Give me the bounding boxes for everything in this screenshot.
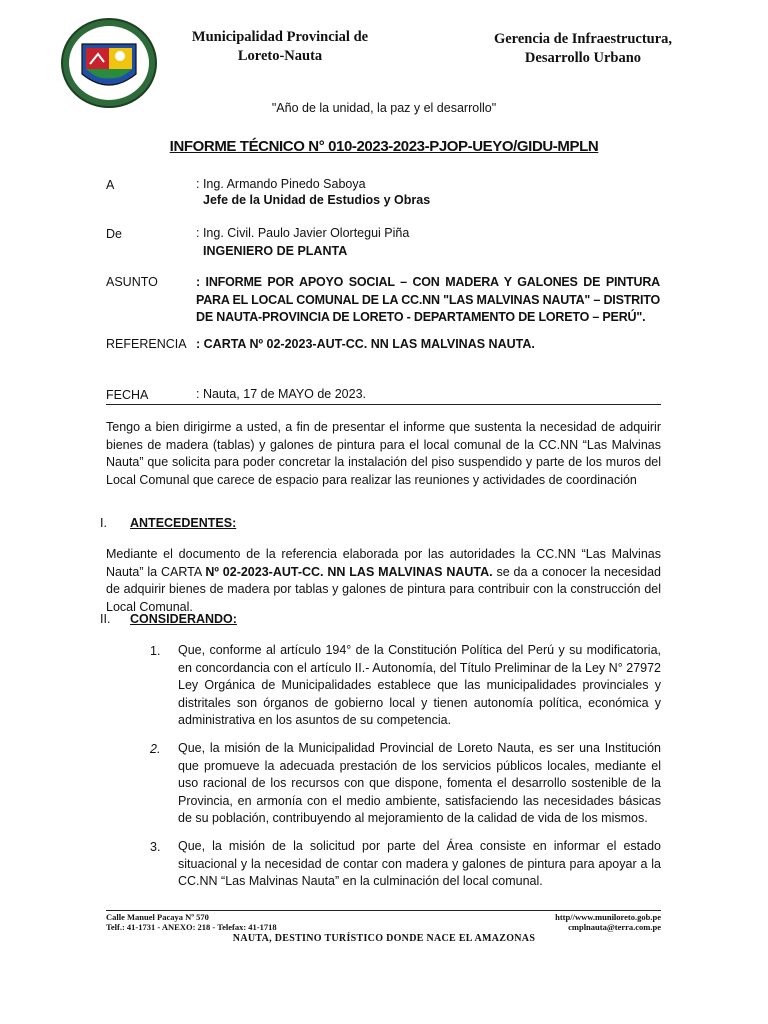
item-text: Que, la misión de la solicitud por parte del Área consiste en informar el estado situacional y la necesidad de contar con madera y galones de pintura para apoyar a la CC.NN “Las Malvinas Nauta” en la culminación del local comunal. bbox=[178, 839, 661, 888]
section1-text-a: Mediante el documento de la referencia elaborada por las autoridades la CC.NN “Las Malvinas Nauta” la CARTA bbox=[106, 547, 661, 579]
field-de-value: : Ing. Civil. Paulo Javier Olortegui Piña bbox=[196, 226, 410, 240]
section2-title: CONSIDERANDO: bbox=[130, 612, 237, 626]
municipal-seal-logo bbox=[60, 14, 158, 112]
field-de-label: De bbox=[106, 227, 122, 241]
section1-number: I. bbox=[100, 516, 107, 530]
field-a-label: A bbox=[106, 178, 115, 192]
field-referencia-label: REFERENCIA bbox=[106, 337, 187, 351]
section2-number: II. bbox=[100, 612, 111, 626]
header-department-line1: Gerencia de Infraestructura, bbox=[493, 31, 673, 47]
section1-paragraph bbox=[106, 546, 661, 616]
item-number: 1. bbox=[150, 644, 161, 658]
footer-divider bbox=[106, 910, 661, 911]
footer-phones: Telf.: 41-1731 - ANEXO: 218 - Telefax: 41-1718 bbox=[106, 922, 277, 932]
field-asunto-label: ASUNTO bbox=[106, 275, 158, 289]
section1-text-ref: Nº 02-2023-AUT-CC. NN LAS MALVINAS NAUTA. bbox=[205, 564, 493, 579]
field-fecha-value: : Nauta, 17 de MAYO de 2023. bbox=[196, 387, 367, 401]
header-municipality bbox=[170, 28, 390, 66]
footer-email: cmplnauta@terra.com.pe bbox=[568, 922, 661, 932]
section1-title: ANTECEDENTES: bbox=[130, 516, 237, 530]
field-a-value: : Ing. Armando Pinedo Saboya bbox=[196, 177, 366, 191]
field-de-position: INGENIERO DE PLANTA bbox=[203, 244, 348, 258]
section1-text-b: se da a conocer la necesidad de adquirir bienes de madera por tablas y galones de pintura para contribuir con la construcción del Local Comunal. bbox=[106, 564, 661, 614]
header-divider bbox=[106, 404, 661, 405]
footer-slogan: NAUTA, DESTINO TURÍSTICO DONDE NACE EL AMAZONAS bbox=[232, 933, 536, 944]
item-number: 3. bbox=[150, 840, 161, 854]
header-department-line2: Desarrollo Urbano bbox=[524, 50, 642, 66]
year-motto: "Año de la unidad, la paz y el desarrollo" bbox=[271, 101, 497, 115]
field-a-position: Jefe de la Unidad de Estudios y Obras bbox=[203, 193, 431, 207]
item-number: 2. bbox=[150, 742, 161, 756]
footer-address: Calle Manuel Pacaya Nº 570 bbox=[106, 912, 209, 922]
intro-paragraph: Tengo a bien dirigirme a usted, a fin de presentar el informe que sustenta la necesidad de adquirir bienes de madera (tablas) y galones de pintura para el local comunal de la CC.NN “Las Malvinas Nauta” que solicita para poder concretar la instalación del piso suspendido y parte de los muros del Local Comunal que carece de espacio para realizar las reuniones y actividades de coordinación bbox=[106, 420, 661, 487]
field-asunto-value: : INFORME POR APOYO SOCIAL – CON MADERA Y GALONES DE PINTURA PARA EL LOCAL COMUNAL DE LA CC.NN "LAS MALVINAS NAUTA" – DISTRITO DE NAUTA-PROVINCIA DE LORETO - DEPARTAMENTO DE LORETO – PERÚ". bbox=[196, 275, 660, 324]
item-text: Que, la misión de la Municipalidad Provincial de Loreto Nauta, es ser una Institución que promueve la adecuada prestación de los servicios públicos locales, mediante el uso racional de los recursos con que dispone, fomenta el desarrollo sostenible de la Provincia, en armonía con el medio ambiente, satisfaciendo las necesidades básicas de su población, contribuyendo al mejoramiento de la calidad de vida de los mismos. bbox=[178, 741, 661, 825]
header-municipality-line1: Municipalidad Provincial de bbox=[191, 29, 369, 45]
item-text: Que, conforme al artículo 194° de la Constitución Política del Perú y su modificatoria, en concordancia con el artículo II.- Autonomía, del Título Preliminar de la Ley N° 27972 Ley Orgánica de Municipalidades establece que las municipalidades provinciales y distritales son órganos de gobierno local y tienen autonomía política, económica y administrativa en los asuntos de su competencia. bbox=[178, 643, 661, 727]
report-title: INFORME TÉCNICO N° 010-2023-2023-PJOP-UEYO/GIDU-MPLN bbox=[169, 138, 599, 155]
footer-website: http//www.muniloreto.gob.pe bbox=[555, 912, 661, 922]
field-referencia-value: : CARTA Nº 02-2023-AUT-CC. NN LAS MALVINAS NAUTA. bbox=[196, 337, 535, 351]
field-fecha-label: FECHA bbox=[106, 388, 149, 402]
header-department bbox=[478, 30, 688, 68]
header-municipality-line2: Loreto-Nauta bbox=[237, 48, 323, 64]
